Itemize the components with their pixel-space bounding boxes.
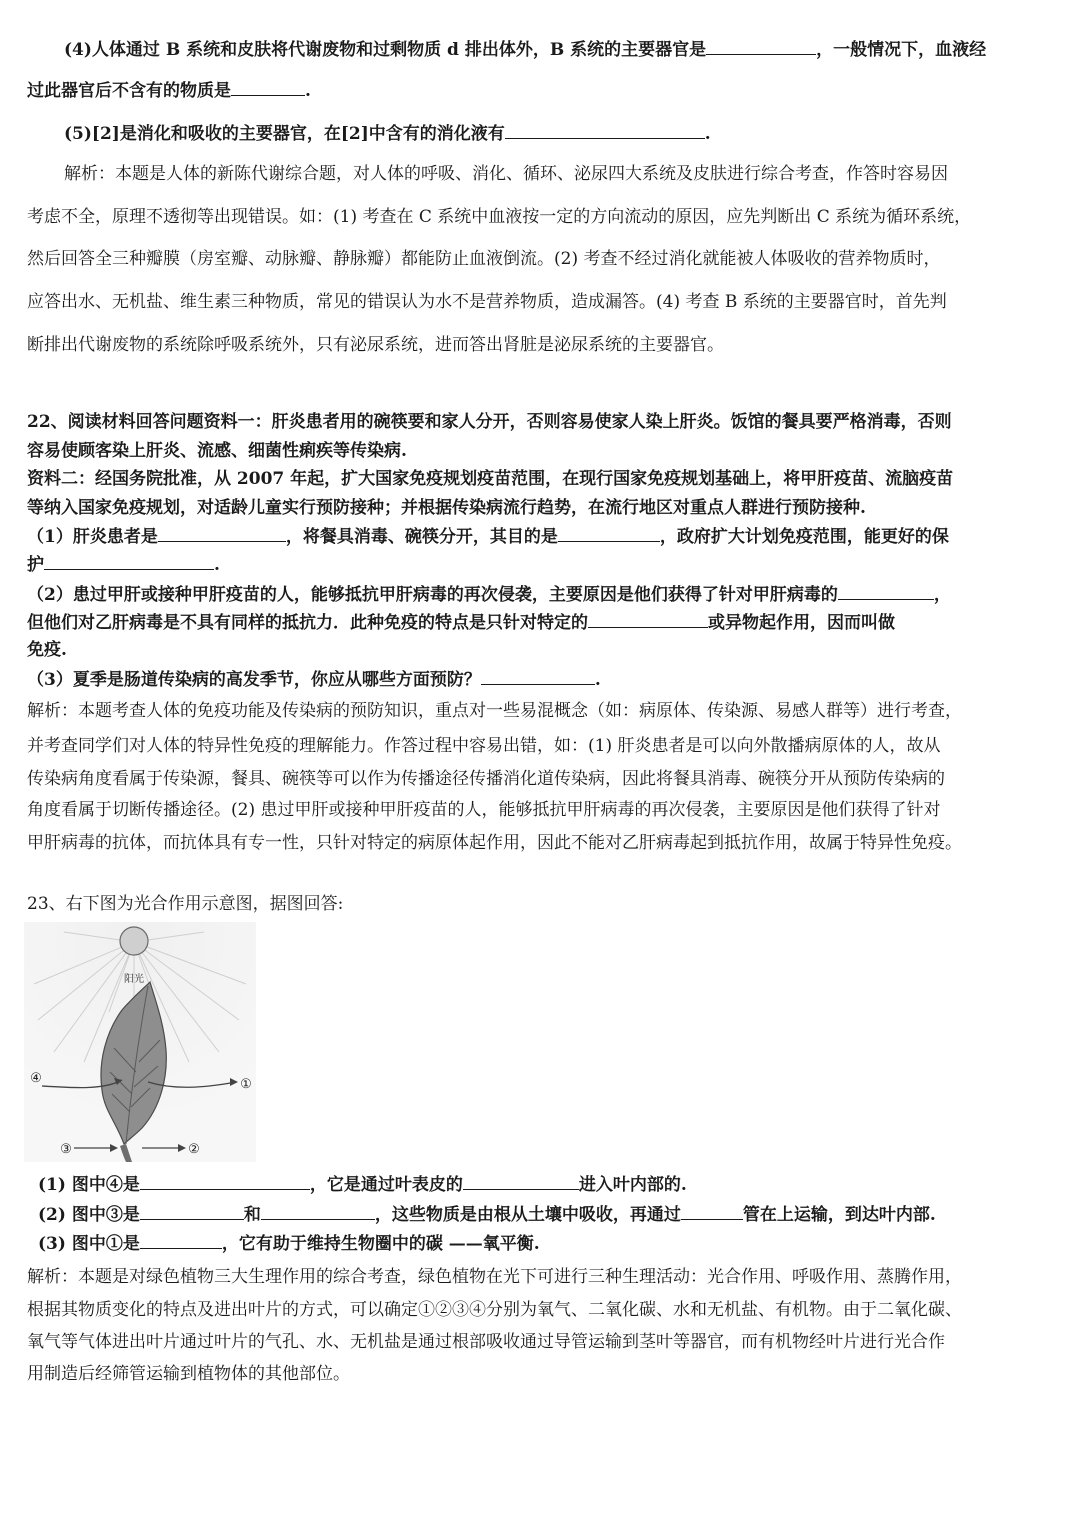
q22-sub2-line3: 免疫. bbox=[27, 640, 67, 660]
q23-sub3-line bbox=[38, 1232, 1056, 1255]
q22-material2-line1: 资料二：经国务院批准，从 2007 年起，扩大国家免疫规划疫苗范围，在现行国家免疫规划基础上，将甲肝疫苗、流脑疫苗 bbox=[27, 469, 954, 489]
q23-sub1-text: (1) 图中④是 bbox=[38, 1175, 140, 1195]
q22-analysis-line: 甲肝病毒的抗体，而抗体具有专一性，只针对特定的病原体起作用，因此不能对乙肝病毒起到抵抗作用，故属于特异性免疫。 bbox=[27, 833, 962, 853]
comma: ， bbox=[933, 585, 951, 605]
answer-blank[interactable] bbox=[681, 1203, 743, 1220]
answer-blank[interactable] bbox=[706, 38, 816, 55]
q22-sub2-text: （2）患过甲肝或接种甲肝疫苗的人，能够抵抗甲肝病毒的再次侵袭，主要原因是他们获得了针对甲肝病毒的 bbox=[27, 585, 838, 605]
q23-sub3-text-2: ，它有助于维持生物圈中的碳 ——氧平衡. bbox=[221, 1234, 540, 1254]
marker-2: ② bbox=[188, 1142, 200, 1157]
q22-sub1-line2 bbox=[27, 553, 1056, 576]
answer-blank[interactable] bbox=[140, 1232, 222, 1249]
q22-sub2-line2 bbox=[27, 611, 1056, 634]
q22-sub3-text: （3）夏季是肠道传染病的高发季节，你应从哪些方面预防？ bbox=[27, 670, 481, 690]
q21-part4-text: (4)人体通过 B 系统和皮肤将代谢废物和过剩物质 d 排出体外，B 系统的主要器官是 bbox=[64, 40, 707, 60]
q21-part4-line1 bbox=[64, 38, 1056, 61]
answer-blank[interactable] bbox=[44, 553, 214, 570]
q21-part4-text-3: 过此器官后不含有的物质是 bbox=[27, 81, 231, 101]
sunlight-label: 阳光 bbox=[124, 974, 144, 985]
period: . bbox=[594, 670, 601, 690]
q23-sub1-line bbox=[38, 1173, 1056, 1196]
q21-part5-line bbox=[64, 122, 1056, 145]
q23-analysis-line: 根据其物质变化的特点及进出叶片的方式，可以确定①②③④分别为氧气、二氧化碳、水和无机盐、有机物。由于二氧化碳、 bbox=[27, 1300, 962, 1320]
q22-sub1-text-4: 护 bbox=[27, 555, 44, 575]
q22-intro-line2: 容易使顾客染上肝炎、流感、细菌性痢疾等传染病. bbox=[27, 441, 407, 461]
q22-sub1-text-2: ，将餐具消毒、碗筷分开，其目的是 bbox=[285, 527, 558, 547]
q21-part4-line2 bbox=[27, 79, 1056, 102]
q23-sub1-text-3: 进入叶内部的. bbox=[578, 1175, 687, 1195]
q23-sub2-and: 和 bbox=[243, 1205, 261, 1225]
q22-material2-line2: 等纳入国家免疫规划，对适龄儿童实行预防接种；并根据传染病流行趋势，在流行地区对重点人群进行预防接种. bbox=[27, 498, 866, 518]
q22-intro-line1: 22、阅读材料回答问题资料一：肝炎患者用的碗筷要和家人分开，否则容易使家人染上肝炎。饭馆的餐具要严格消毒，否则 bbox=[27, 412, 952, 432]
q22-sub1-line1 bbox=[27, 525, 1056, 548]
q22-analysis-line: 角度看属于切断传播途径。(2) 患过甲肝或接种甲肝疫苗的人，能够抵抗甲肝病毒的再次侵袭，主要原因是他们获得了针对 bbox=[27, 800, 941, 820]
q23-sub2-text-2: ，这些物质是由根从土壤中吸收，再通过 bbox=[374, 1205, 681, 1225]
answer-blank[interactable] bbox=[158, 525, 286, 542]
q22-sub2-line1 bbox=[27, 583, 1056, 606]
answer-blank[interactable] bbox=[140, 1173, 310, 1190]
marker-4: ④ bbox=[30, 1071, 42, 1086]
answer-blank[interactable] bbox=[261, 1203, 375, 1220]
sun-icon bbox=[120, 927, 148, 955]
q23-sub3-text: (3) 图中①是 bbox=[38, 1234, 140, 1254]
q22-sub1-text: （1）肝炎患者是 bbox=[27, 527, 158, 547]
answer-blank[interactable] bbox=[558, 525, 660, 542]
q21-analysis-line: 考虑不全，原理不透彻等出现错误。如：(1) 考查在 C 系统中血液按一定的方向流动的原因，应先判断出 C 系统为循环系统， bbox=[27, 207, 972, 227]
period: . bbox=[214, 555, 220, 575]
answer-blank[interactable] bbox=[838, 583, 934, 600]
period: . bbox=[305, 81, 311, 101]
period: . bbox=[704, 124, 711, 144]
q22-sub1-text-3: ，政府扩大计划免疫范围，能更好的保 bbox=[659, 527, 949, 547]
q23-analysis-line: 用制造后经筛管运输到植物体的其他部位。 bbox=[27, 1364, 350, 1384]
q23-title: 23、右下图为光合作用示意图，据图回答: bbox=[27, 894, 344, 914]
q22-sub2-text-3: 或异物起作用，因而叫做 bbox=[708, 613, 895, 633]
answer-blank[interactable] bbox=[481, 668, 595, 685]
answer-blank[interactable] bbox=[231, 79, 305, 96]
q22-analysis-line: 并考查同学们对人体的特异性免疫的理解能力。作答过程中容易出错，如：(1) 肝炎患者是可以向外散播病原体的人，故从 bbox=[27, 736, 941, 756]
q22-analysis-line: 解析：本题考查人体的免疫功能及传染病的预防知识，重点对一些易混概念（如：病原体、传染源、易感人群等）进行考查， bbox=[27, 701, 962, 721]
answer-blank[interactable] bbox=[588, 611, 708, 628]
q21-part4-text-2: ，一般情况下，血液经 bbox=[816, 40, 987, 60]
marker-3: ③ bbox=[60, 1142, 72, 1157]
q22-sub3-line bbox=[27, 668, 1056, 691]
marker-1: ① bbox=[240, 1077, 252, 1092]
q23-sub2-line bbox=[38, 1203, 1056, 1226]
photosynthesis-diagram bbox=[24, 922, 256, 1162]
q21-analysis-line: 解析：本题是人体的新陈代谢综合题，对人体的呼吸、消化、循环、泌尿四大系统及皮肤进行综合考查，作答时容易因 bbox=[64, 164, 948, 184]
answer-blank[interactable] bbox=[463, 1173, 579, 1190]
q23-sub1-text-2: ，它是通过叶表皮的 bbox=[309, 1175, 463, 1195]
q21-analysis-line: 应答出水、无机盐、维生素三种物质，常见的错误认为水不是营养物质，造成漏答。(4) 考查 B 系统的主要器官时，首先判 bbox=[27, 292, 947, 312]
q23-sub2-text: (2) 图中③是 bbox=[38, 1205, 140, 1225]
q21-analysis-line: 然后回答全三种瓣膜（房室瓣、动脉瓣、静脉瓣）都能防止血液倒流。(2) 考查不经过消化就能被人体吸收的营养物质时， bbox=[27, 249, 941, 269]
q21-analysis-line: 断排出代谢废物的系统除呼吸系统外，只有泌尿系统，进而答出肾脏是泌尿系统的主要器官。 bbox=[27, 335, 724, 355]
q22-analysis-line: 传染病角度看属于传染源，餐具、碗筷等可以作为传播途径传播消化道传染病，因此将餐具消毒、碗筷分开从预防传染病的 bbox=[27, 769, 945, 789]
q22-sub2-text-2: 但他们对乙肝病毒是不具有同样的抵抗力．此种免疫的特点是只针对特定的 bbox=[27, 613, 588, 633]
q23-analysis-line: 解析：本题是对绿色植物三大生理作用的综合考查，绿色植物在光下可进行三种生理活动：光合作用、呼吸作用、蒸腾作用， bbox=[27, 1267, 962, 1287]
answer-blank[interactable] bbox=[140, 1203, 244, 1220]
q23-sub2-text-3: 管在上运输，到达叶内部. bbox=[742, 1205, 936, 1225]
q21-part5-text: (5)[2]是消化和吸收的主要器官，在[2]中含有的消化液有 bbox=[64, 124, 505, 144]
q23-analysis-line: 氧气等气体进出叶片通过叶片的气孔、水、无机盐是通过根部吸收通过导管运输到茎叶等器官，而有机物经叶片进行光合作 bbox=[27, 1332, 945, 1352]
answer-blank[interactable] bbox=[505, 122, 705, 139]
